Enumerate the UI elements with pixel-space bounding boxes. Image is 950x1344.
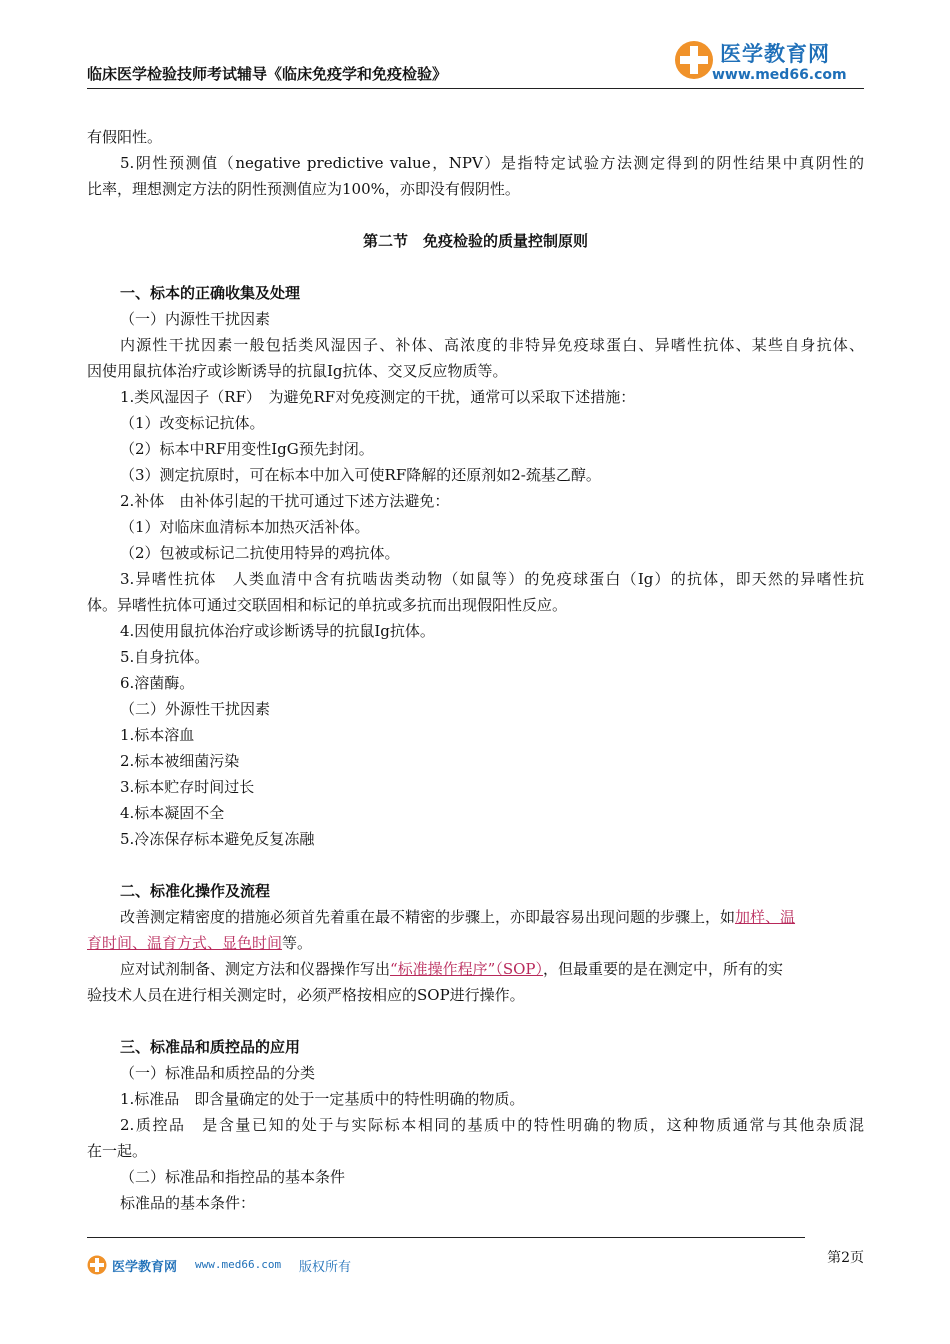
item-heterophile-line-1: 3.异嗜性抗体 人类血清中含有抗啮齿类动物（如鼠等）的免疫球蛋白（Ig）的抗体，即天然的异嗜性抗 [120,570,864,588]
paragraph-endogenous-line-1: 内源性干扰因素一般包括类风湿因子、补体、高浓度的非特异免疫球蛋白、异嗜性抗体、某些自身抗体、 [120,336,864,354]
paragraph-npv-line-2: 比率，理想测定方法的阴性预测值应为100%，亦即没有假阴性。 [87,180,520,198]
item-exogenous-3: 3.标本贮存时间过长 [120,778,255,796]
item-exogenous-2: 2.标本被细菌污染 [120,752,240,770]
paragraph-endogenous-line-2: 因使用鼠抗体治疗或诊断诱导的抗鼠Ig抗体、交叉反应物质等。 [87,362,508,380]
item-rf-1: （1）改变标记抗体。 [120,414,265,432]
paragraph-precision-line-1 [87,904,864,930]
item-exogenous-4: 4.标本凝固不全 [120,804,225,822]
item-standard-conditions: 标准品的基本条件： [120,1194,256,1212]
paragraph-sop-line-2: 验技术人员在进行相关测定时，必须严格按相应的SOP进行操作。 [87,986,525,1004]
heading-standards-controls: 三、标准品和质控品的应用 [120,1038,301,1056]
item-heterophile-line-2: 体。异嗜性抗体可通过交联固相和标记的单抗或多抗而出现假阳性反应。 [87,596,568,614]
item-complement: 2.补体 由补体引起的干扰可通过下述方法避免： [120,492,450,510]
item-control-line-1: 2.质控品 是含量已知的处于与实际标本相同的基质中的特性明确的物质，这种物质通常与其他杂质混 [120,1116,864,1134]
item-rf: 1.类风湿因子（RF） 为避免RF对免疫测定的干扰，通常可以采取下述措施： [120,388,636,406]
section-title: 第二节 免疫检验的质量控制原则 [362,232,588,250]
heading-standardization: 二、标准化操作及流程 [120,882,271,900]
item-rf-3: （3）测定抗原时，可在标本中加入可使RF降解的还原剂如2-巯基乙醇。 [120,466,601,484]
footer-logo-icon [87,1255,107,1275]
item-standard: 1.标准品 即含量确定的处于一定基质中的特性明确的物质。 [120,1090,525,1108]
item-rf-2: （2）标本中RF用变性IgG预先封闭。 [120,440,374,458]
paragraph-continuation: 有假阳性。 [87,128,163,146]
item-autoantibody: 5.自身抗体。 [120,648,210,666]
item-complement-1: （1）对临床血清标本加热灭活补体。 [120,518,370,536]
paragraph-precision-line-2 [87,930,864,956]
site-logo[interactable] [674,38,846,86]
item-lysozyme: 6.溶菌酶。 [120,674,195,692]
subheading-basic-conditions: （二）标准品和指控品的基本条件 [120,1168,346,1186]
logo-url: www.med66.com [712,67,847,83]
logo-cross-icon [674,40,714,80]
page-header [87,34,864,89]
page-number: 第2页 [827,1250,864,1266]
paragraph-sop-line-1 [87,956,864,982]
item-exogenous-5: 5.冷冻保存标本避免反复冻融 [120,830,315,848]
footer-site-name: 医学教育网 [112,1260,178,1275]
footer-rights: 版权所有 [299,1260,352,1275]
item-anti-mouse: 4.因使用鼠抗体治疗或诊断诱导的抗鼠Ig抗体。 [120,622,435,640]
document-body [87,124,864,1216]
precision-steps-link-cont[interactable]: 育时间、温育方式、显色时间 [87,934,283,952]
header-title: 临床医学检验技师考试辅导《临床免疫学和免疫检验》 [87,65,448,83]
subheading-exogenous: （二）外源性干扰因素 [120,700,271,718]
precision-steps-link[interactable]: 加样、温 [735,908,796,926]
footer-url[interactable]: www.med66.com [195,1258,282,1271]
sop-text: 应对试剂制备、测定方法和仪器操作写出 [120,960,391,978]
item-control-line-2: 在一起。 [87,1142,148,1160]
precision-text-end: 等。 [282,934,313,952]
item-exogenous-1: 1.标本溶血 [120,726,195,744]
subheading-classification: （一）标准品和质控品的分类 [120,1064,316,1082]
footer-rule [87,1237,805,1238]
paragraph-npv-line-1: 5.阴性预测值（negative predictive value，NPV）是指特定试验方法测定得到的阴性结果中真阴性的 [120,154,864,172]
item-complement-2: （2）包被或标记二抗使用特异的鸡抗体。 [120,544,400,562]
heading-specimen-collection: 一、标本的正确收集及处理 [120,284,301,302]
subheading-endogenous: （一）内源性干扰因素 [120,310,271,328]
sop-text-cont: ，但最重要的是在测定中，所有的实 [543,960,784,978]
logo-name: 医学教育网 [720,42,830,66]
precision-text: 改善测定精密度的措施必须首先着重在最不精密的步骤上，亦即最容易出现问题的步骤上，如 [120,908,736,926]
sop-link[interactable]: “标准操作程序”（SOP） [390,960,544,978]
